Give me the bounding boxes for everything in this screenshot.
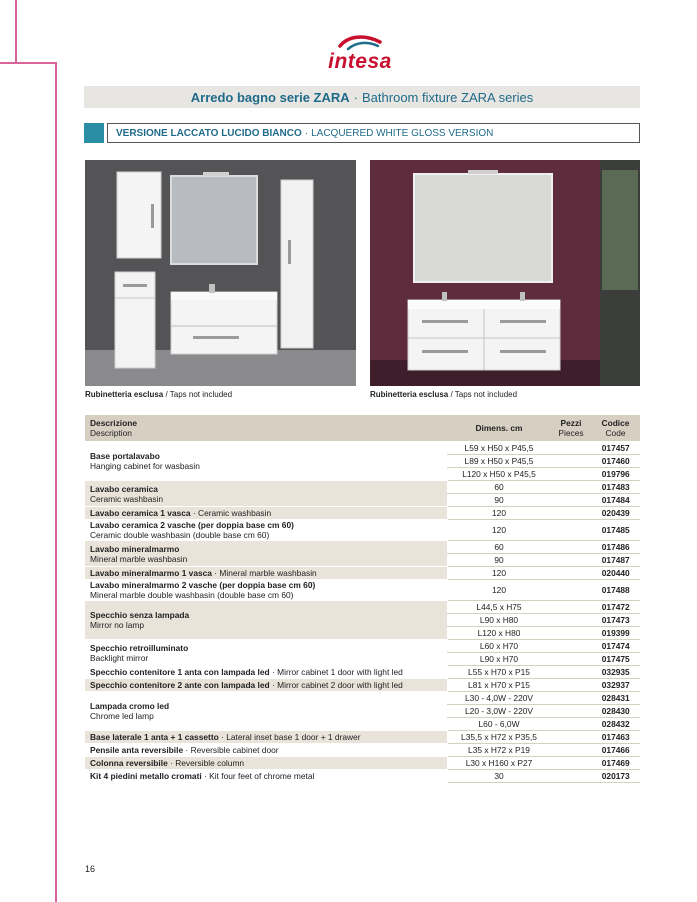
version-italian: VERSIONE LACCATO LUCIDO BIANCO: [116, 127, 302, 139]
product-name-it: Specchio contenitore 1 anta con lampada led: [90, 667, 270, 677]
product-name-it: Lavabo ceramica 2 vasche (per doppia base cm 60): [90, 520, 294, 530]
code-cell: 020173: [591, 770, 640, 783]
version-marker-square: [84, 123, 104, 143]
pieces-cell[interactable]: [551, 614, 591, 627]
product-name-en: Kit four feet of chrome metal: [209, 771, 315, 781]
dimension-cell: L35 x H72 x P19: [447, 744, 551, 757]
dimension-cell: 90: [447, 494, 551, 507]
table-row: [85, 520, 640, 541]
dimension-cell: L55 x H70 x P15: [447, 666, 551, 679]
pieces-cell[interactable]: [551, 627, 591, 640]
table-row: [85, 744, 640, 757]
table-row: [85, 601, 640, 614]
product-name-it: Base portalavabo: [90, 451, 160, 461]
pieces-cell[interactable]: [551, 692, 591, 705]
product-name-en: Chrome led lamp: [90, 711, 154, 721]
code-cell: 017457: [591, 442, 640, 455]
title-italian: Arredo bagno serie ZARA: [190, 89, 350, 105]
dimension-cell: L90 x H80: [447, 614, 551, 627]
dimension-cell: 60: [447, 481, 551, 494]
name-separator: ·: [269, 680, 278, 690]
code-cell: 028432: [591, 718, 640, 731]
name-separator: ·: [269, 667, 278, 677]
code-cell: 017469: [591, 757, 640, 770]
caption-bold: Rubinetteria esclusa: [85, 390, 164, 399]
product-name-it: Specchio retroilluminato: [90, 642, 189, 653]
code-cell: 017485: [591, 520, 640, 541]
product-name-it: Colonna reversibile: [90, 758, 168, 768]
pieces-cell[interactable]: [551, 666, 591, 679]
table-row: [85, 679, 640, 692]
pieces-cell[interactable]: [551, 718, 591, 731]
product-name-en: Mineral marble washbasin: [219, 568, 317, 578]
table-row: [85, 666, 640, 679]
code-cell: 020439: [591, 507, 640, 520]
code-cell: 017483: [591, 481, 640, 494]
dimension-cell: 90: [447, 554, 551, 567]
product-description: [85, 757, 447, 770]
code-cell: 020440: [591, 567, 640, 580]
table-row: [85, 770, 640, 783]
dimension-cell: 120: [447, 507, 551, 520]
name-separator: ·: [201, 771, 210, 781]
name-separator: ·: [183, 745, 191, 755]
code-cell: 017488: [591, 580, 640, 601]
title-separator: ·: [353, 89, 359, 105]
dimension-cell: 120: [447, 520, 551, 541]
table-row: [85, 442, 640, 455]
product-name-en: Ceramic washbasin: [198, 508, 272, 518]
version-heading: [84, 123, 640, 143]
page-corner-line-horizontal: [0, 62, 55, 64]
product-description: [85, 744, 447, 757]
pieces-cell[interactable]: [551, 468, 591, 481]
pieces-cell[interactable]: [551, 770, 591, 783]
product-description: [85, 567, 447, 580]
name-separator: ·: [218, 732, 227, 742]
product-name-en: Ceramic double washbasin (double base cm 60): [90, 530, 270, 540]
table-row: [85, 757, 640, 770]
pieces-cell[interactable]: [551, 731, 591, 744]
table-row: [85, 507, 640, 520]
dimension-cell: L120 x H50 x P45,5: [447, 468, 551, 481]
version-separator: ·: [304, 127, 309, 139]
code-cell: 017475: [591, 653, 640, 666]
pieces-cell[interactable]: [551, 554, 591, 567]
product-name-it: Lampada cromo led: [90, 701, 170, 711]
product-name-en: Backlight mirror: [90, 652, 149, 663]
dimension-cell: 30: [447, 770, 551, 783]
table-row: [85, 580, 640, 601]
product-name-en: Ceramic washbasin: [90, 493, 164, 504]
code-cell: 032937: [591, 679, 640, 692]
pieces-cell[interactable]: [551, 757, 591, 770]
pieces-cell[interactable]: [551, 744, 591, 757]
pieces-cell[interactable]: [551, 442, 591, 455]
dimension-cell: L81 x H70 x P15: [447, 679, 551, 692]
product-name-it: Lavabo ceramica 1 vasca: [90, 508, 191, 518]
product-name-it: Base laterale 1 anta + 1 cassetto: [90, 732, 219, 742]
product-name-en: Mirror no lamp: [90, 620, 144, 630]
product-table: [85, 415, 640, 783]
header-dimensions: [447, 415, 551, 442]
name-separator: ·: [190, 508, 199, 518]
product-description: [85, 679, 447, 692]
product-description: [85, 481, 447, 507]
header-pieces: [551, 415, 591, 442]
caption-bold: Rubinetteria esclusa: [370, 390, 449, 399]
code-cell: 019796: [591, 468, 640, 481]
product-description: [85, 731, 447, 744]
table-body: [85, 442, 640, 783]
product-description: [85, 666, 447, 679]
code-cell: 017463: [591, 731, 640, 744]
product-name-it: Lavabo mineralmarmo: [90, 543, 180, 554]
product-description: [85, 541, 447, 567]
photo-caption-2: [370, 390, 517, 399]
dimension-cell: L30 - 4,0W - 220V: [447, 692, 551, 705]
product-name-it: Pensile anta reversibile: [90, 745, 184, 755]
page-title: [84, 86, 640, 108]
header-pieces-en: Pieces: [558, 428, 584, 438]
table-row: [85, 567, 640, 580]
product-name-en: Mineral marble double washbasin (double base cm 60): [90, 590, 294, 600]
product-description: [85, 601, 447, 640]
pieces-cell[interactable]: [551, 601, 591, 614]
product-description: [85, 507, 447, 520]
code-cell: 028430: [591, 705, 640, 718]
pieces-cell[interactable]: [551, 507, 591, 520]
caption-text: / Taps not included: [448, 390, 518, 399]
pieces-cell[interactable]: [551, 567, 591, 580]
header-description: [85, 415, 447, 442]
product-name-en: Mirror cabinet 2 door with light led: [277, 680, 403, 690]
table-header-row: [85, 415, 640, 442]
header-code: [591, 415, 640, 442]
header-description-en: Description: [90, 428, 132, 438]
dimension-cell: L44,5 x H75: [447, 601, 551, 614]
table-row: [85, 731, 640, 744]
dimension-cell: L60 x H70: [447, 640, 551, 653]
product-name-it: Kit 4 piedini metallo cromati: [90, 771, 202, 781]
pieces-cell[interactable]: [551, 455, 591, 468]
dimension-cell: L35,5 x H72 x P35,5: [447, 731, 551, 744]
code-cell: 017484: [591, 494, 640, 507]
page-number: 16: [85, 864, 96, 874]
code-cell: 017472: [591, 601, 640, 614]
code-cell: 019399: [591, 627, 640, 640]
product-name-en: Mirror cabinet 1 door with light led: [277, 667, 403, 677]
pieces-cell[interactable]: [551, 705, 591, 718]
dimension-cell: L30 x H160 x P27: [447, 757, 551, 770]
name-separator: ·: [167, 758, 176, 768]
product-description: [85, 640, 447, 666]
pieces-cell[interactable]: [551, 541, 591, 554]
header-dimensions-label: Dimens. cm: [475, 423, 523, 433]
product-description: [85, 770, 447, 783]
dimension-cell: 120: [447, 567, 551, 580]
pieces-cell[interactable]: [551, 580, 591, 601]
header-code-it: Codice: [601, 418, 630, 428]
code-cell: 017486: [591, 541, 640, 554]
product-name-en: Lateral inset base 1 door + 1 drawer: [226, 732, 361, 742]
product-name-it: Lavabo mineralmarmo 1 vasca: [90, 568, 212, 578]
product-name-en: Hanging cabinet for wasbasin: [90, 461, 200, 471]
table-row: [85, 640, 640, 653]
page-margin-line: [55, 62, 57, 902]
code-cell: 017473: [591, 614, 640, 627]
code-cell: 017487: [591, 554, 640, 567]
product-name-it: Lavabo ceramica: [90, 483, 158, 494]
code-cell: 032935: [591, 666, 640, 679]
header-pieces-it: Pezzi: [560, 418, 582, 428]
dimension-cell: 60: [447, 541, 551, 554]
dimension-cell: L59 x H50 x P45,5: [447, 442, 551, 455]
dimension-cell: L90 x H70: [447, 653, 551, 666]
product-description: [85, 692, 447, 731]
table-row: [85, 481, 640, 494]
pieces-cell[interactable]: [551, 640, 591, 653]
product-description: [85, 520, 447, 541]
dimension-cell: 120: [447, 580, 551, 601]
product-name-it: Lavabo mineralmarmo 2 vasche (per doppia base cm 60): [90, 580, 316, 590]
product-photo-burgundy: [370, 160, 640, 386]
product-description: [85, 580, 447, 601]
table-row: [85, 692, 640, 705]
pieces-cell[interactable]: [551, 494, 591, 507]
title-english: Bathroom fixture ZARA series: [362, 89, 534, 105]
product-name-it: Specchio contenitore 2 ante con lampada led: [90, 680, 270, 690]
pieces-cell[interactable]: [551, 653, 591, 666]
product-name-en: Mineral marble washbasin: [90, 553, 188, 564]
code-cell: 028431: [591, 692, 640, 705]
product-photo-grey: [85, 160, 356, 386]
page-corner-line-top: [15, 0, 17, 62]
code-cell: 017466: [591, 744, 640, 757]
pieces-cell[interactable]: [551, 679, 591, 692]
pieces-cell[interactable]: [551, 520, 591, 541]
photo-caption-1: [85, 390, 232, 399]
name-separator: ·: [211, 568, 220, 578]
dimension-cell: L89 x H50 x P45,5: [447, 455, 551, 468]
product-name-it: Specchio senza lampada: [90, 610, 190, 620]
code-cell: 017460: [591, 455, 640, 468]
version-label: [107, 123, 640, 143]
product-name-en: Reversible cabinet door: [190, 745, 279, 755]
version-english: LACQUERED WHITE GLOSS VERSION: [311, 127, 494, 139]
code-cell: 017474: [591, 640, 640, 653]
dimension-cell: L20 - 3,0W - 220V: [447, 705, 551, 718]
product-description: [85, 442, 447, 481]
brand-name: intesa: [328, 50, 392, 73]
header-code-en: Code: [605, 428, 626, 438]
pieces-cell[interactable]: [551, 481, 591, 494]
dimension-cell: L120 x H80: [447, 627, 551, 640]
table-row: [85, 541, 640, 554]
caption-text: / Taps not included: [163, 390, 233, 399]
dimension-cell: L60 - 6,0W: [447, 718, 551, 731]
brand-logo: [320, 34, 400, 80]
header-description-it: Descrizione: [90, 418, 138, 428]
product-name-en: Reversible column: [175, 758, 245, 768]
